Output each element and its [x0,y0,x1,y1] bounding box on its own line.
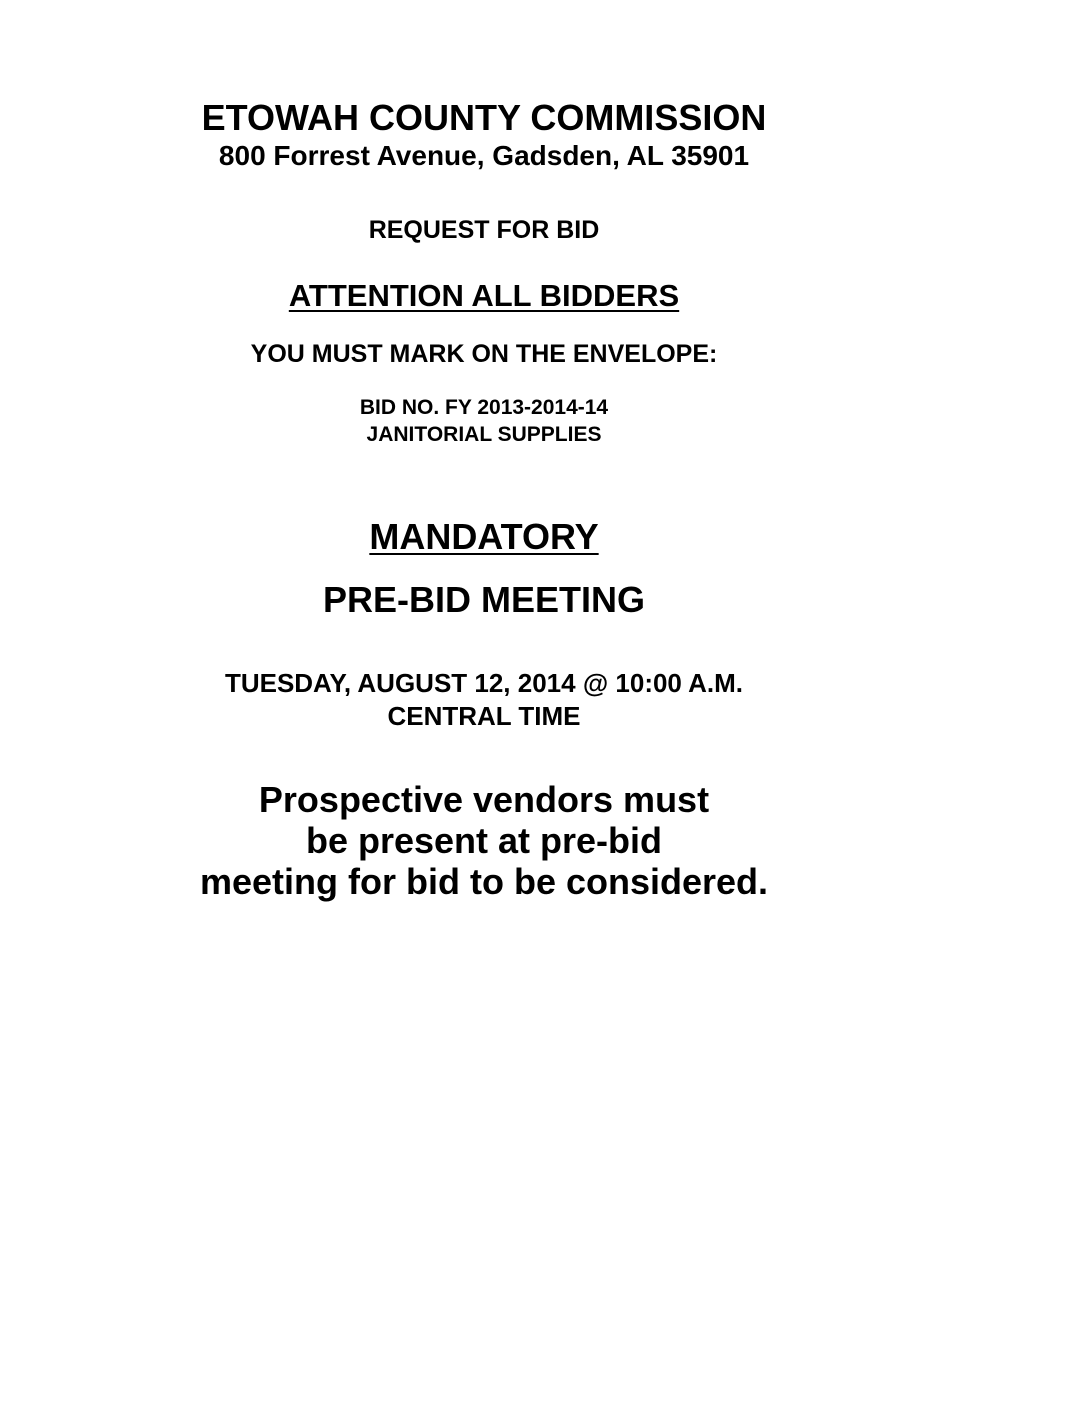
meeting-datetime: TUESDAY, AUGUST 12, 2014 @ 10:00 A.M. [224,668,744,698]
mandatory-text: MANDATORY [369,516,599,557]
meeting-title: PRE-BID MEETING [322,579,645,620]
organization-address: 800 Forrest Avenue, Gadsden, AL 35901 [218,140,750,171]
requirement-line: be present at pre-bid [305,820,663,861]
bid-item: JANITORIAL SUPPLIES [366,423,602,446]
request-heading: REQUEST FOR BID [368,216,600,244]
envelope-instruction: YOU MUST MARK ON THE ENVELOPE: [250,340,718,368]
mandatory-heading [0,516,968,557]
attention-heading [0,280,968,311]
attention-text: ATTENTION ALL BIDDERS [288,278,680,313]
meeting-timezone: CENTRAL TIME [387,701,581,731]
requirement-line: Prospective vendors must [258,779,710,820]
organization-title: ETOWAH COUNTY COMMISSION [201,97,767,138]
requirement-line: meeting for bid to be considered. [199,861,769,902]
bid-number: BID NO. FY 2013-2014-14 [359,396,609,419]
